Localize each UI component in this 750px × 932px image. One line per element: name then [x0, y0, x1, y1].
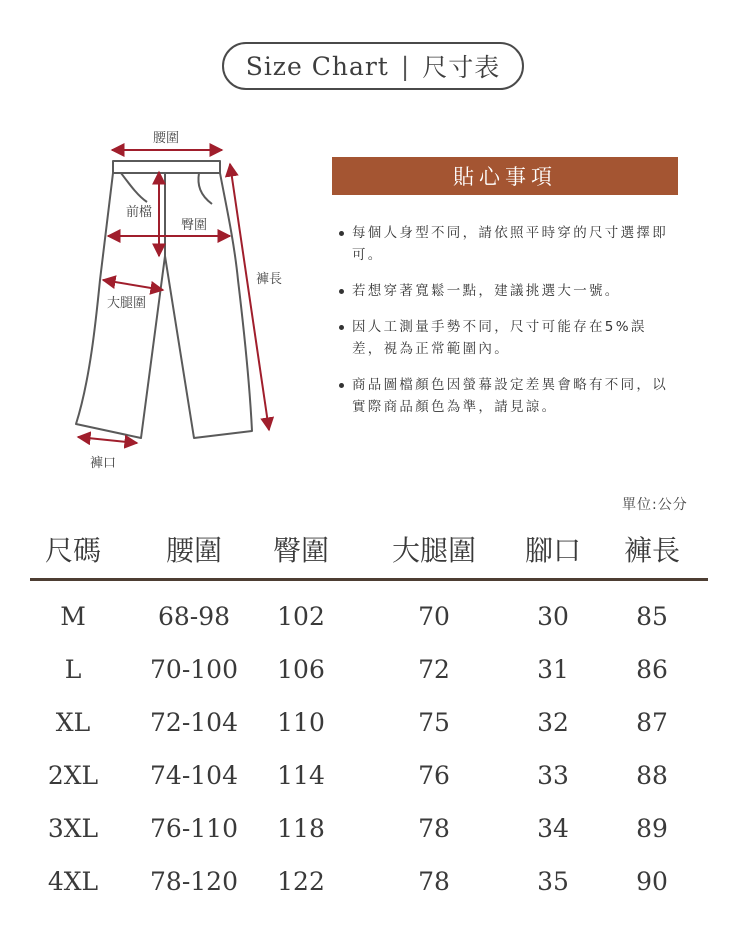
notes-list — [338, 222, 678, 432]
cell-size: 3XL — [47, 814, 99, 843]
cell-hem: 31 — [537, 655, 569, 684]
cell-hip: 118 — [277, 814, 325, 843]
cell-size: XL — [55, 708, 91, 737]
note-item: 因人工測量手勢不同，尺寸可能存在5%誤差，視為正常範圍內。 — [338, 316, 678, 360]
header-length: 褲長 — [623, 534, 681, 567]
table-row — [0, 802, 750, 855]
header-hem: 腳口 — [524, 534, 582, 567]
note-item: 若想穿著寬鬆一點，建議挑選大一號。 — [338, 280, 678, 302]
header-divider — [30, 578, 708, 581]
cell-waist: 70-100 — [150, 655, 238, 684]
cell-waist: 78-120 — [150, 867, 238, 896]
cell-size: 2XL — [47, 761, 99, 790]
header-thigh: 大腿圍 — [391, 534, 477, 567]
cell-length: 89 — [636, 814, 668, 843]
table-row — [0, 855, 750, 908]
cell-length: 88 — [636, 761, 668, 790]
cell-waist: 68-98 — [157, 602, 231, 631]
thigh-line — [103, 280, 163, 290]
cell-hip: 110 — [277, 708, 325, 737]
cell-thigh: 70 — [418, 602, 450, 631]
size-table-header — [0, 526, 750, 576]
cell-hip: 106 — [277, 655, 325, 684]
cell-length: 87 — [636, 708, 668, 737]
thigh-label: 大腿圍 — [107, 296, 147, 311]
table-row — [0, 696, 750, 749]
right-pocket — [198, 173, 212, 204]
cell-size: L — [64, 655, 82, 684]
cell-hem: 35 — [537, 867, 569, 896]
header-size: 尺碼 — [44, 534, 102, 567]
cell-waist: 72-104 — [150, 708, 238, 737]
size-table-body — [0, 590, 750, 908]
cell-hip: 102 — [277, 602, 325, 631]
cell-thigh: 76 — [418, 761, 450, 790]
cell-length: 90 — [636, 867, 668, 896]
pants-diagram — [0, 0, 330, 480]
front-rise-label: 前檔 — [126, 205, 153, 220]
hem-line — [78, 437, 137, 443]
table-row — [0, 590, 750, 643]
title-english: Size Chart — [245, 51, 389, 81]
title-separator: | — [400, 51, 411, 81]
title-chinese: 尺寸表 — [422, 53, 501, 82]
cell-thigh: 78 — [418, 814, 450, 843]
hip-label: 臀圍 — [181, 218, 208, 233]
waistband — [113, 161, 220, 173]
right-leg-outline — [165, 173, 252, 438]
cell-size: 4XL — [47, 867, 99, 896]
cell-hip: 114 — [277, 761, 325, 790]
cell-hem: 34 — [537, 814, 569, 843]
length-label: 褲長 — [256, 272, 283, 287]
cell-thigh: 72 — [418, 655, 450, 684]
left-pocket — [121, 173, 147, 202]
note-item: 商品圖檔顏色因螢幕設定差異會略有不同，以實際商品顏色為準，請見諒。 — [338, 374, 678, 418]
cell-waist: 76-110 — [150, 814, 238, 843]
cell-length: 85 — [636, 602, 668, 631]
cell-waist: 74-104 — [150, 761, 238, 790]
cell-hip: 122 — [277, 867, 325, 896]
cell-thigh: 78 — [418, 867, 450, 896]
cell-hem: 30 — [537, 602, 569, 631]
table-row — [0, 643, 750, 696]
note-item: 每個人身型不同，請依照平時穿的尺寸選擇即可。 — [338, 222, 678, 266]
hem-label: 褲口 — [90, 456, 117, 471]
pants-outline — [76, 161, 252, 438]
cell-size: M — [60, 602, 86, 631]
header-hip: 臀圍 — [272, 534, 330, 567]
header-waist: 腰圍 — [165, 534, 223, 567]
waist-label: 腰圍 — [153, 131, 180, 146]
table-row — [0, 749, 750, 802]
notes-header: 貼心事項 — [332, 157, 678, 195]
cell-hem: 32 — [537, 708, 569, 737]
cell-length: 86 — [636, 655, 668, 684]
unit-label: 單位:公分 — [622, 497, 688, 513]
cell-hem: 33 — [537, 761, 569, 790]
cell-thigh: 75 — [418, 708, 450, 737]
